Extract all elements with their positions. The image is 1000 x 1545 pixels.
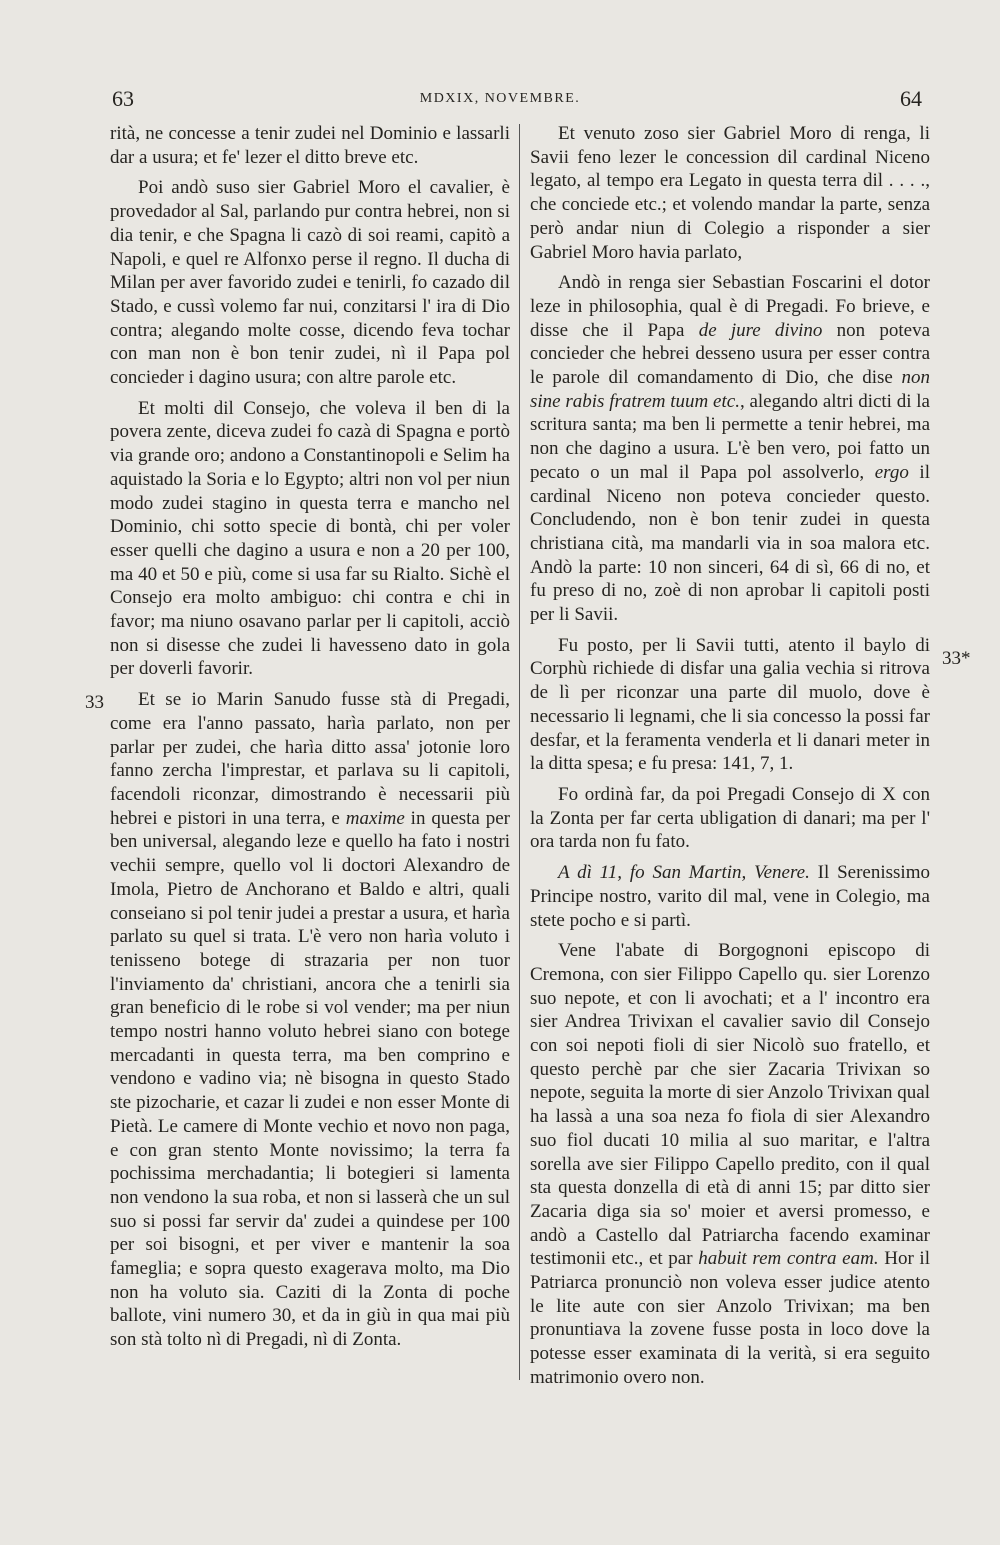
- paragraph: Poi andò suso sier Gabriel Moro el cavalier, è provedador al Sal, parlando pur contra hebrei, non si dia tenir, e che Spagna li cazò di soi reami, capitò a Napoli, e quel re Alfonxo perse il regno. Il ducha di Milan per aver favorido zudei e tenirli, fo cazado dil Stado, e cussì volemo far nui, conzitarsi l' ira di Dio contra; alegando molte cosse, dicendo feva tochar con man non è bon tenir zudei, nì il Papa pol concieder i dagino usura; con altre parole etc.: [110, 177, 510, 389]
- paragraph: Fo ordinà far, da poi Pregadi Consejo di X con la Zonta per far certa ubligation di danari; ma per l' ora tarda non fu fato.: [530, 783, 930, 853]
- text-run: Il Serenissimo Principe nostro, varito dil mal, vene in Colegio, ma stete pocho e si partì.: [530, 862, 930, 931]
- italic-text: de jure divino: [698, 319, 823, 341]
- paragraph: [110, 688, 510, 1352]
- paragraph: [530, 939, 930, 1389]
- text-run: non poteva concieder che hebrei desseno usura per esser contra le parole dil comandamento di Dio, che dise: [530, 319, 930, 389]
- paragraph: Et molti dil Consejo, che voleva il ben di la povera zente, diceva zudei fo cazà di Spagna e portò via grande oro; andono a Constantinopoli e Selim ha aquistado la Soria e lo Egypto; altri non vol per niun modo zudei stagino in questa terra e mancho nel Dominio, chi sotto specie di bontà, chi per voler esser quelli che dagino a usura e non a 20 per 100, ma 40 et 50 e più, come si usa far su Rialto. Sichè el Consejo era molto ambiguo: chi contra e chi in favor; ma niuno osavano parlar per li capitoli, acciò non si disesse che zudei li havesseno dato in gola per doverli favorir.: [110, 397, 510, 680]
- italic-text: non sine rabis fratrem tuum etc.: [530, 367, 930, 412]
- right-column: [530, 122, 930, 1390]
- paragraph: Et venuto zoso sier Gabriel Moro di renga, li Savii feno lezer le concession dil cardinal Niceno legato, al tempo era Legato in questa terra dil . . . ., che conciede etc.; et volendo mandar la parte, senza però andar niun di Colegio a risponder a sier Gabriel Moro havia parlato,: [530, 123, 930, 263]
- paragraph: [530, 271, 930, 627]
- paragraph: rità, ne concesse a tenir zudei nel Dominio e lassarli dar a usura; et fe' lezer el ditto breve etc.: [110, 123, 510, 168]
- text-run: Vene l'abate di Borgognoni episcopo di Cremona, con sier Filippo Capello qu. sier Lorenzo suo nepote, et con li avochati; et a l' incontro era sier Andrea Trivixan el cavalier savio dil Consejo con soi nepoti fioli di sier Nicolò suo fratello, et questo perchè par che sier Zacaria Trivixan so nepote, seguita la morte di sier Anzolo Trivixan qual ha lassà a una soa neza fo fiola di sier Alexandro suo fiol ducati 10 milia al suo maritar, e l'altra sorella ave sier Filippo Capello predito, con il qual sta questa donzella di età di anni 15; par ditto sier Zacaria diga sia so' moier et aversi promesso, e andò a Castello dal Patriarcha facendo examinar testimonii etc., et par: [530, 940, 930, 1270]
- running-head: MDXIX, NOVEMBRE.: [419, 91, 581, 106]
- text-run: Andò in renga sier Sebastian Foscarini el dotor leze in philosophia, qual è di Pregadi. Fo brieve, e disse che il Papa: [530, 272, 930, 341]
- right-page-number: 64: [900, 86, 922, 111]
- italic-text: maxime: [345, 807, 405, 829]
- text-run: Hor il Patriarca pronunciò non voleva esser judice atento le lite aute con sier Anzolo Trivixan; ma ben pronuntiava la zovene fusse posta in loco dove la potesse esser examinata di la verità, si era seguito matrimonio overo non.: [530, 1248, 930, 1388]
- right-margin-note: 33*: [942, 648, 971, 669]
- paragraph: [530, 861, 930, 932]
- left-column: [110, 122, 510, 1352]
- text-run: Et se io Marin Sanudo fusse stà di Pregadi, come era l'anno passato, harìa parlato, non per parlar per zudei, che harìa ditto assa' jotonie loro fanno zercha l'imprestar, et parlava su li capitoli, facendoli riconzar, dimostrando è necessarii più hebrei e pistori in una terra, e: [110, 689, 510, 829]
- paragraph: Fu posto, per li Savii tutti, atento il baylo di Corphù richiede di disfar una galia vechia si ritrova de lì per riconzar una parte dil muolo, dove è necessario li legnami, che li sia concesso la possi far desfar, et la feramenta venderla et li danari meter in la ditta spesa; e fu presa: 141, 7, 1.: [530, 634, 930, 775]
- italic-text: A dì 11, fo San Martin, Venere.: [558, 862, 810, 884]
- italic-text: habuit rem contra eam.: [698, 1248, 879, 1270]
- text-run: , alegando altri dicti di la scritura santa; ma ben li permette a tenir hebrei, ma non che dagino a usura. L'è ben vero, poi fatto un pecato o un mal il Papa pol assolverlo,: [530, 390, 930, 483]
- italic-text: ergo: [874, 461, 909, 483]
- text-run: il cardinal Niceno non poteva concieder questo. Concludendo, non è bon tenir zudei in questa christiana cità, ma mandarli via in soa malora etc. Andò la parte: 10 non sinceri, 64 di sì, 66 di no, et fu preso di no, zoè di non aprobar li capitoli posti per li Savii.: [530, 461, 930, 626]
- column-rule: [519, 124, 520, 1380]
- left-margin-note: 33: [85, 692, 104, 713]
- left-page-number: 63: [112, 86, 134, 111]
- text-run: in questa per ben universal, alegando leze e quello ha fato i nostri vechii sempre, quello vol li doctori Alexandro de Imola, Pietro de Anchorano et Baldo e altri, quali conseiano si pol tenir judei a prestar a usura, et harìa parlato su quel si trata. L'è vero non harìa voluto i tenisseno botege di strazaria per non tuor l'inviamento da' christiani, ancora che a tenirli sia gran beneficio di le robe si vol vender; ma per niun tempo nostri hanno voluto hebrei siano con botege mercadanti in questa terra, ma ben comprino e vendono e vadino via; nè bisogna in questo Stado ste pizocharie, et cazar li zudei e non esser Monte di Pietà. Le camere di Monte vechio et novo non paga, e con gran stento Monte novissimo; la terra fa pochissima merchadantia; li botegieri si lamenta non vendono la sua roba, et non si lasserà che un sul suo si possi far servir da' zudei a quindese per 100 per soi bisogni, et per viver e mantenir la soa fameglia; e sopra questo exagerava molto, ma Dio non ha voluto sia. Caziti di la Zonta di poche ballote, vini numero 30, et da in giù in qua mai più son stà tolto nì di Pregadi, nì di Zonta.: [110, 807, 510, 1351]
